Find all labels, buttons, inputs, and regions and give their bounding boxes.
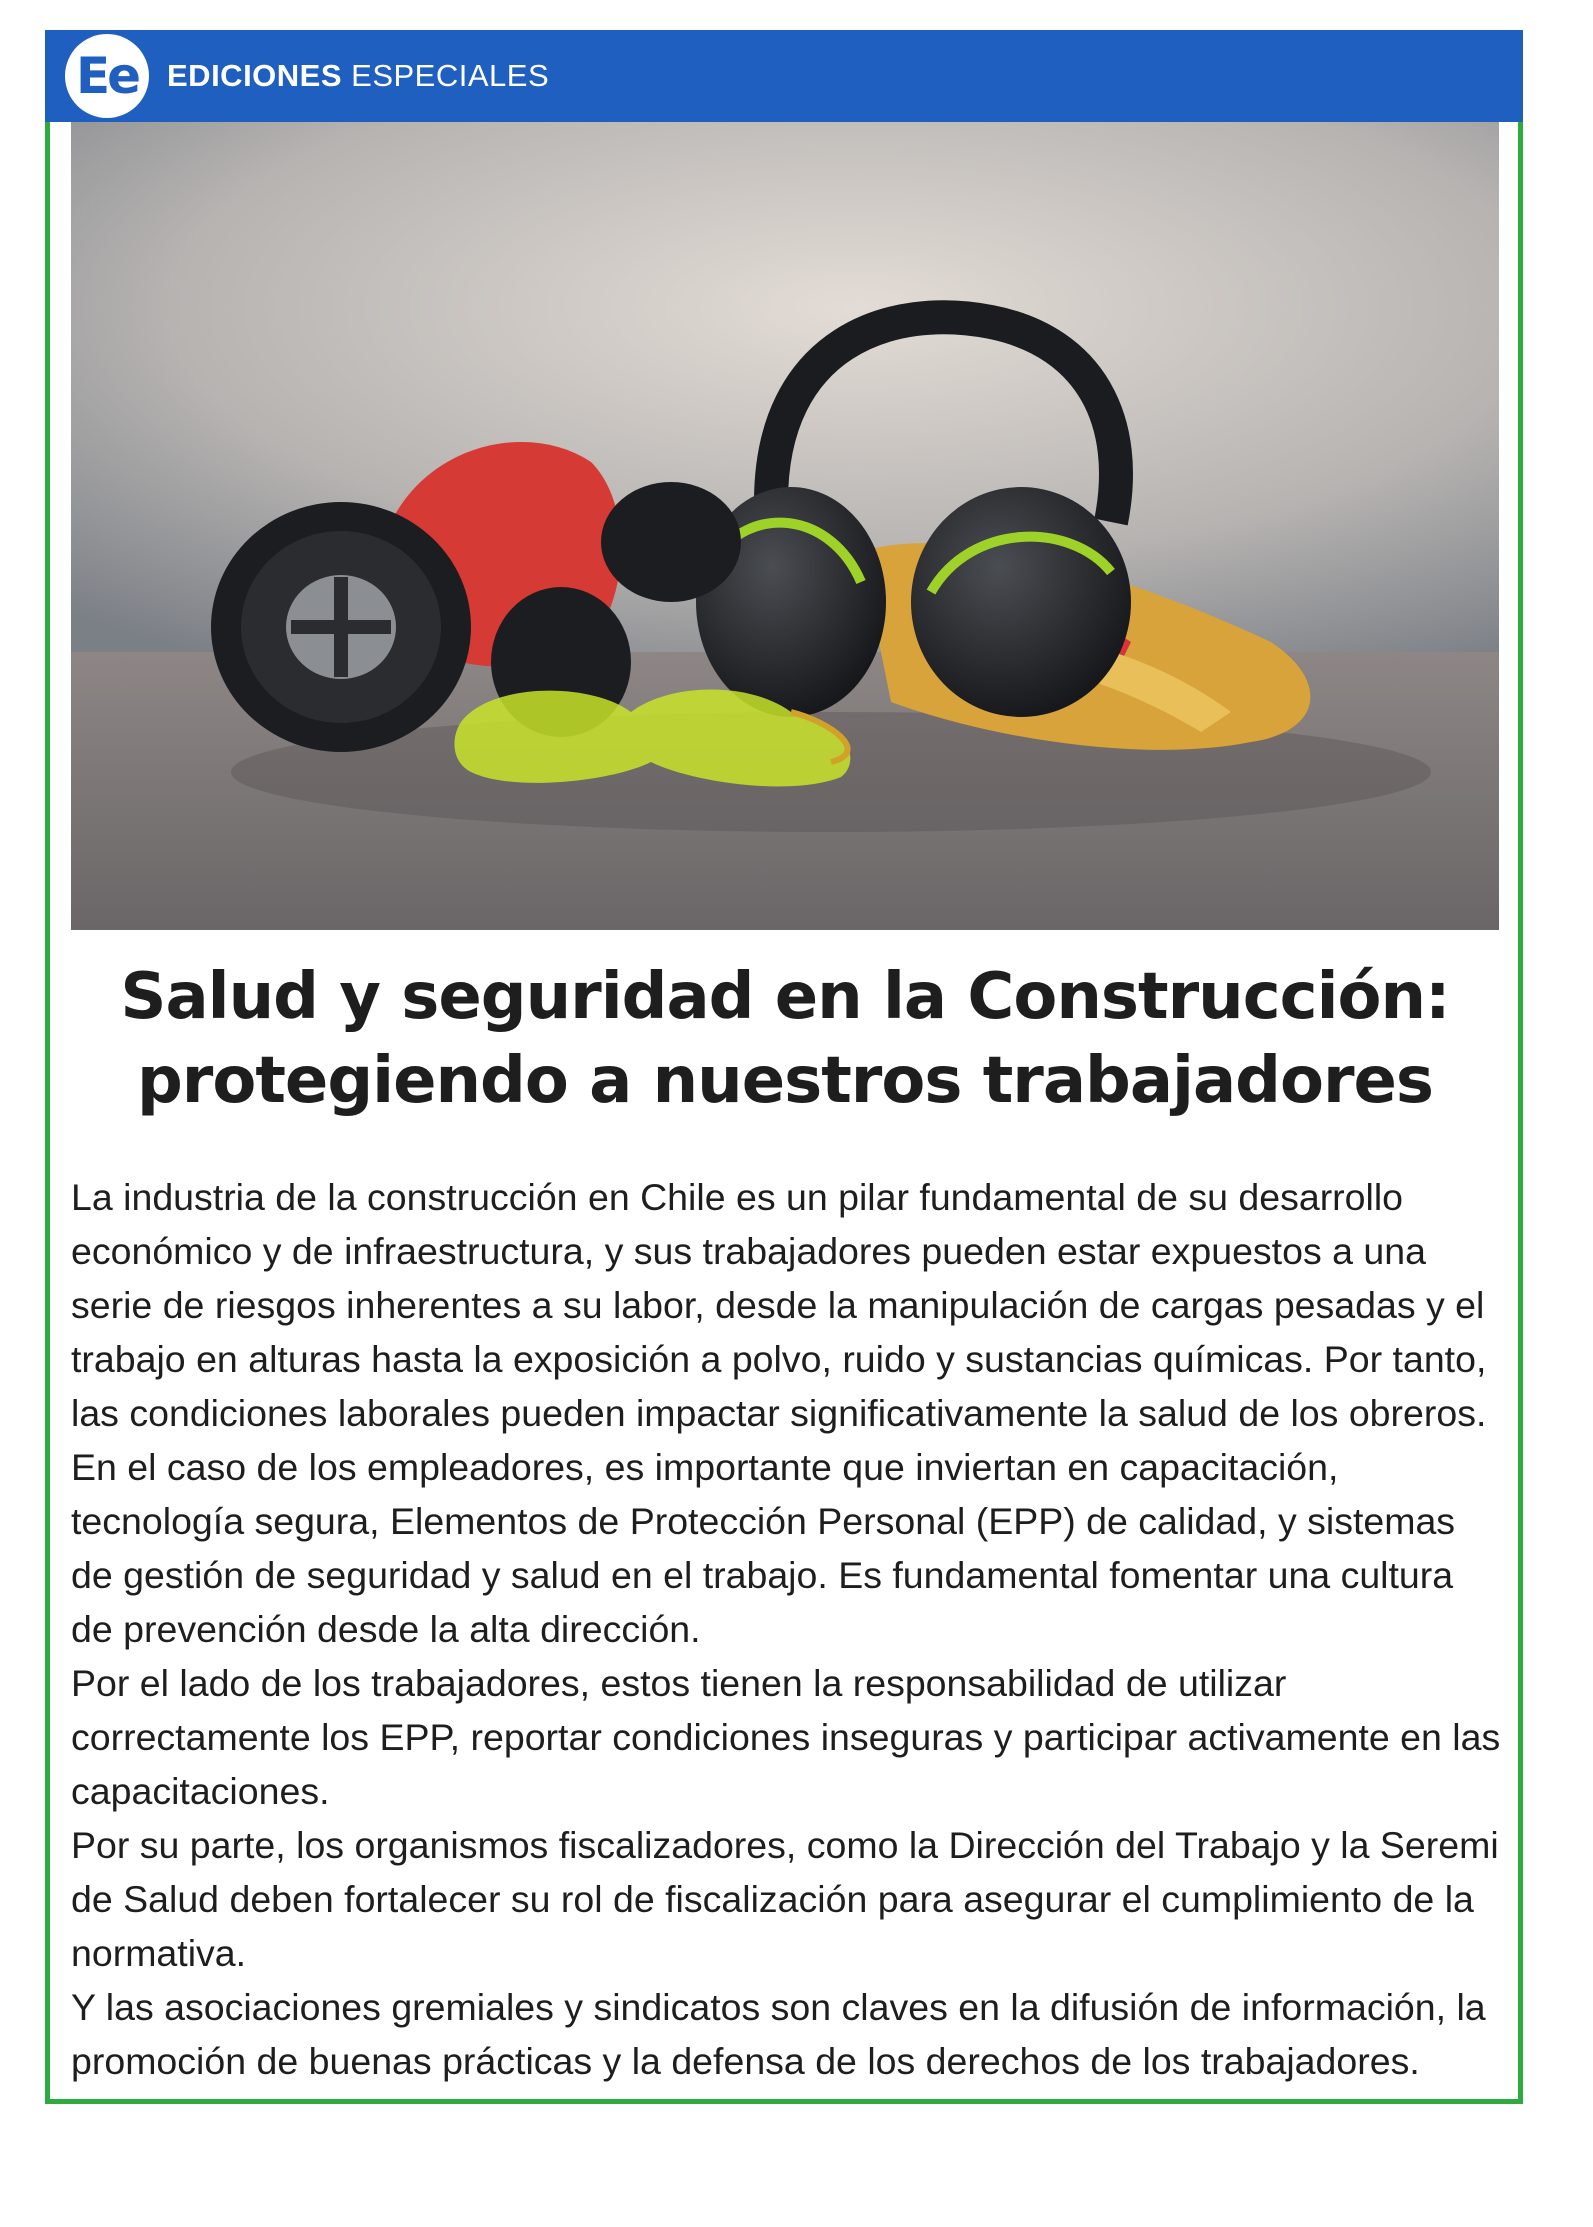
safety-equipment-illustration	[71, 122, 1499, 930]
article-title	[71, 955, 1499, 1123]
paragraph: Por el lado de los trabajadores, estos tienen la responsabilidad de utilizar correctamente los EPP, reportar condiciones inseguras y participar activamente en las capacitaciones.	[71, 1662, 1501, 1812]
article-body	[71, 1170, 1503, 2088]
title-line-1: Salud y seguridad en la Construcción:	[120, 960, 1450, 1034]
paragraph: En el caso de los empleadores, es importante que inviertan en capacitación, tecnología segura, Elementos de Protección Personal (EPP) de calidad, y sistemas de gestión de seguridad y salud en el trabajo. Es fundamental fomentar una cultura de prevención desde la alta dirección.	[71, 1446, 1456, 1650]
paragraph: Por su parte, los organismos fiscalizadores, como la Dirección del Trabajo y la Seremi de Salud deben fortalecer su rol de fiscalización para asegurar el cumplimiento de la normativa.	[71, 1824, 1499, 1974]
paragraph: La industria de la construcción en Chile es un pilar fundamental de su desarrollo económico y de infraestructura, y sus trabajadores pueden estar expuestos a una serie de riesgos inherentes a su labor, desde la manipulación de cargas pesadas y el trabajo en alturas hasta la exposición a polvo, ruido y sustancias químicas. Por tanto, las condiciones laborales pueden impactar significativamente la salud de los obreros.	[71, 1176, 1487, 1434]
paragraph: Y las asociaciones gremiales y sindicatos son claves en la difusión de información, la promoción de buenas prácticas y la defensa de los derechos de los trabajadores.	[71, 1986, 1486, 2082]
title-line-2: protegiendo a nuestros trabajadores	[136, 1044, 1434, 1118]
section-name	[167, 58, 549, 94]
section-header	[45, 30, 1523, 122]
section-name-bold: EDICIONES	[167, 58, 343, 93]
logo-text: Ee	[75, 47, 139, 105]
section-name-light: ESPECIALES	[351, 58, 550, 93]
ediciones-especiales-logo	[65, 34, 149, 118]
article-photo	[71, 122, 1499, 930]
